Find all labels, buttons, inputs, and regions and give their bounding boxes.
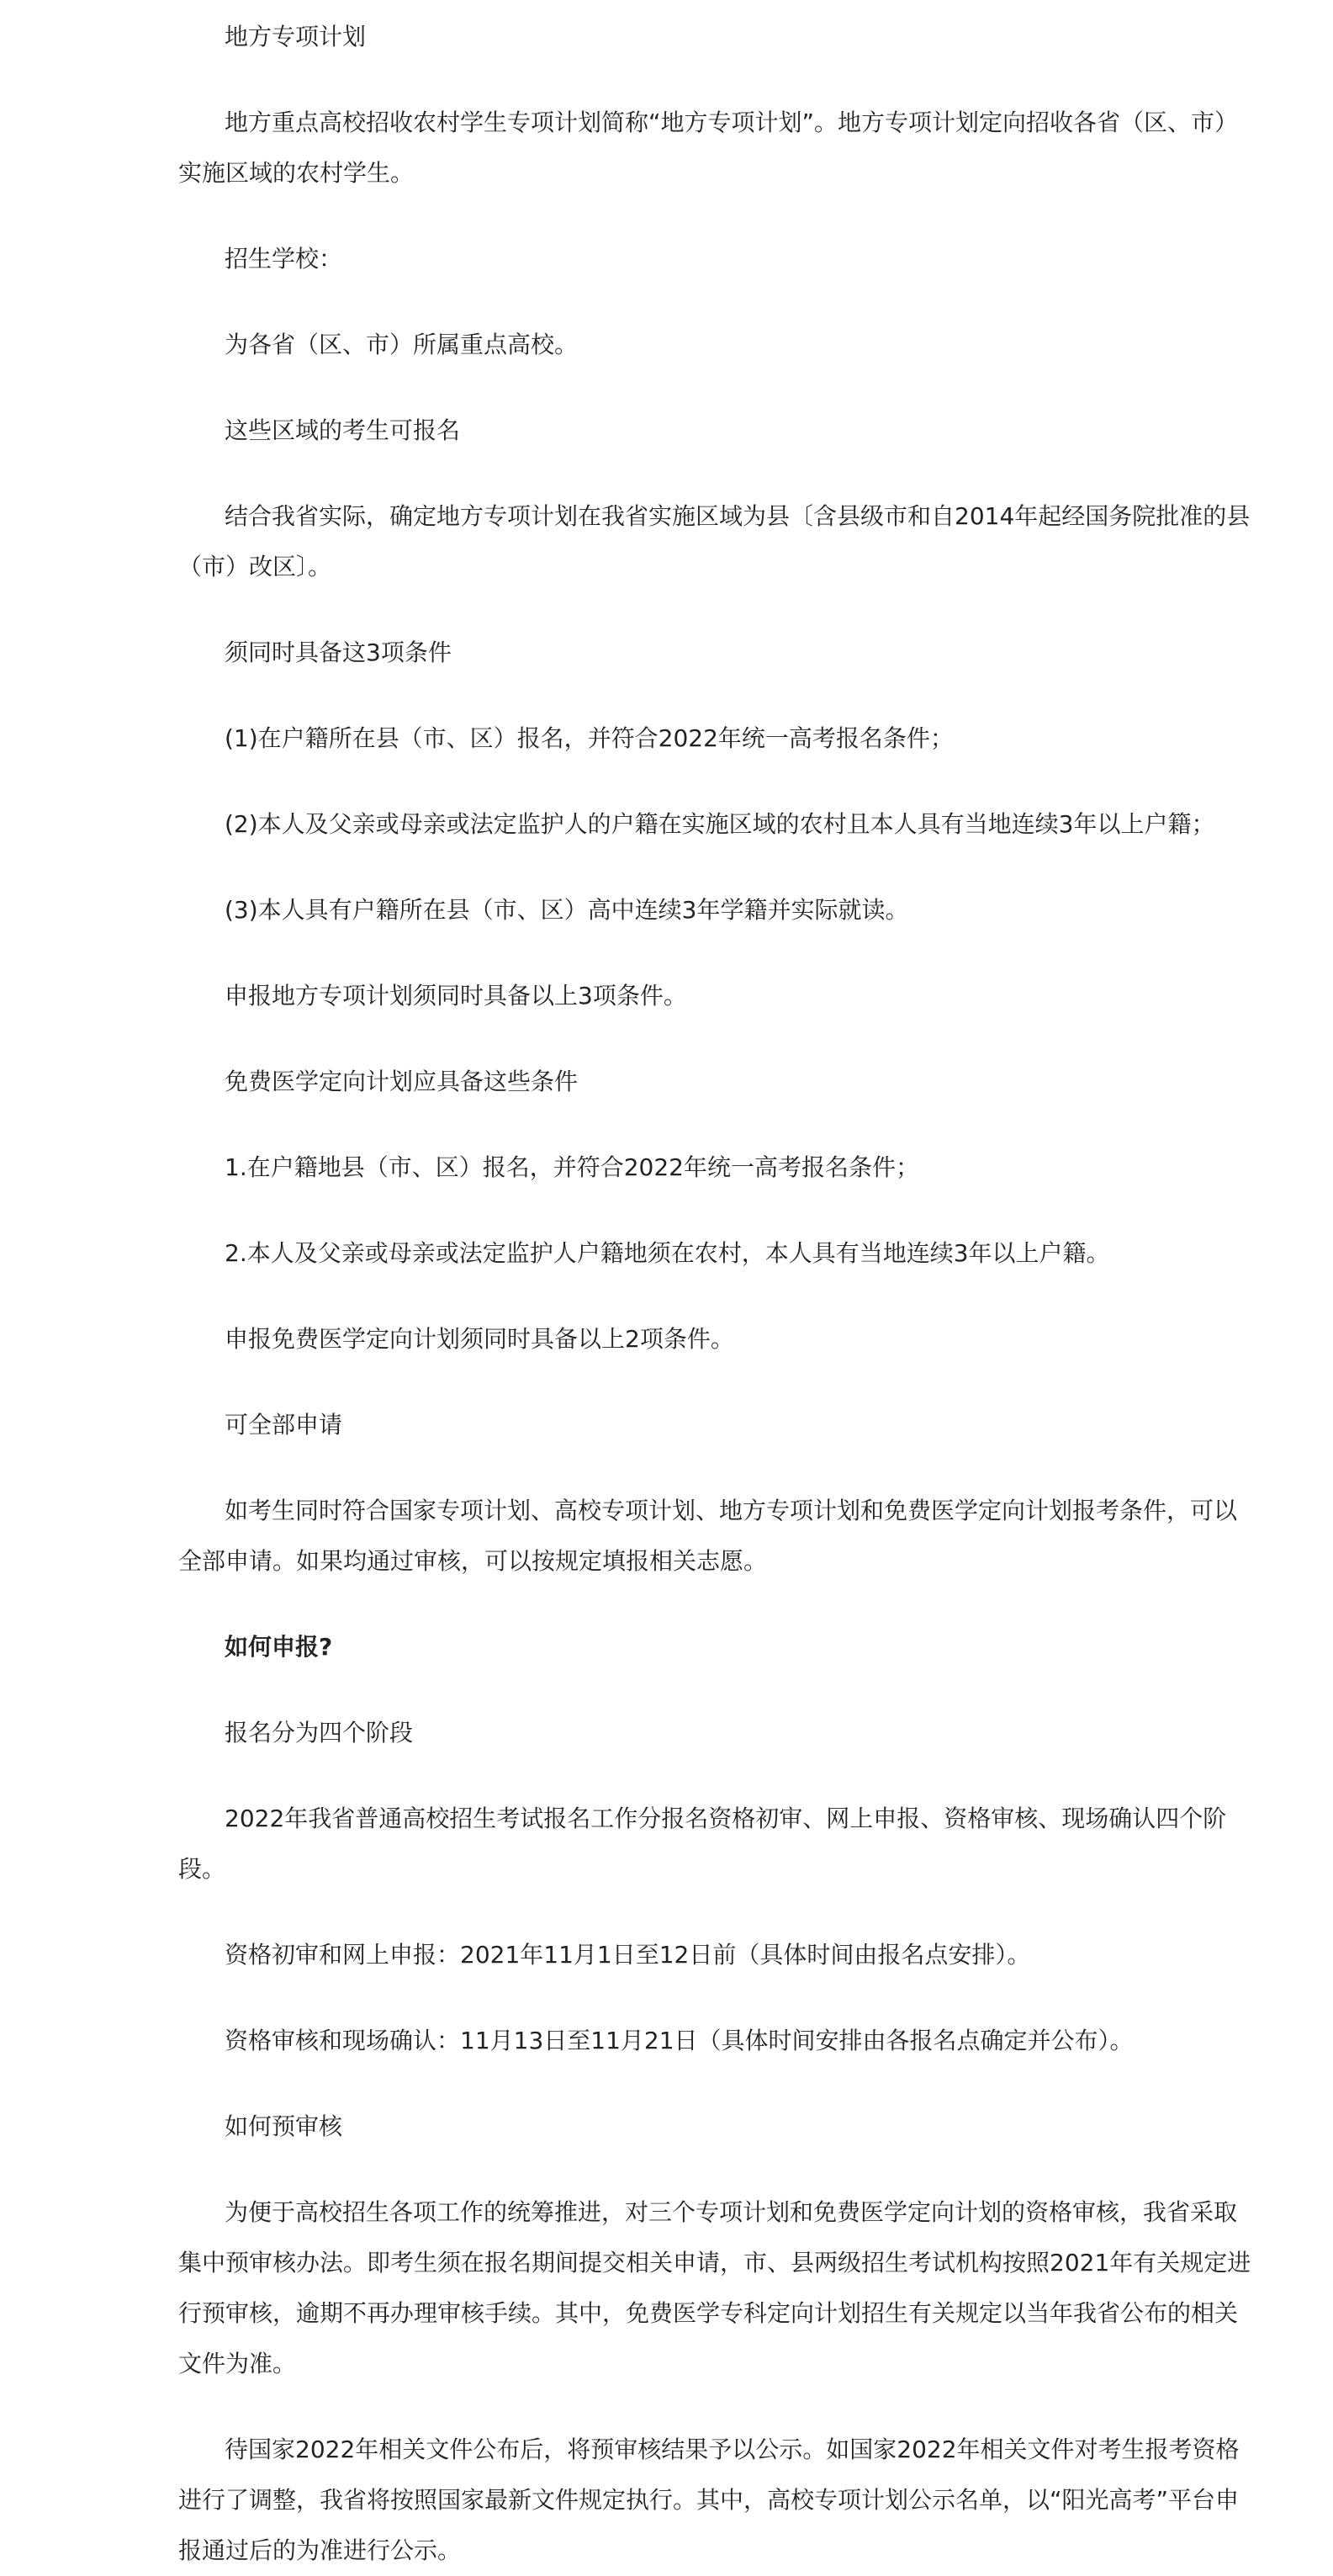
- medical-condition-item-2: 2.本人及父亲或母亲或法定监护人户籍地须在农村，本人具有当地连续3年以上户籍。: [225, 1239, 1110, 1267]
- condition-item-3: (3)本人具有户籍所在县（市、区）高中连续3年学籍并实际就读。: [225, 896, 909, 924]
- paragraph-three-conditions-summary: 申报地方专项计划须同时具备以上3项条件。: [225, 982, 687, 1010]
- paragraph-confirmation-dates: 资格审核和现场确认：11月13日至11月21日（具体时间安排由各报名点确定并公布）。: [225, 2027, 1134, 2054]
- condition-item-1: (1)在户籍所在县（市、区）报名，并符合2022年统一高考报名条件；: [225, 724, 954, 752]
- section-heading-how-to-apply: 如何申报?: [225, 1633, 333, 1661]
- section-heading-local-plan: 地方专项计划: [225, 23, 367, 50]
- paragraph-pre-review: 为便于高校招生各项工作的统筹推进，对三个专项计划和免费医学定向计划的资格审核，我省采取集中预审核办法。即考生须在报名期间提交相关申请，市、县两级招生考试机构按照2021年有关规定进行预审核，逾期不再办理审核手续。其中，免费医学专科定向计划招生有关规定以当年我省公布的相关文件为准。: [178, 2198, 1251, 2377]
- paragraph-publication: 待国家2022年相关文件公布后，将预审核结果予以公示。如国家2022年相关文件对考生报考资格进行了调整，我省将按照国家最新文件规定执行。其中，高校专项计划公示名单，以“阳光高考”平台申报通过后的为准进行公示。: [178, 2436, 1240, 2564]
- section-heading-four-stages: 报名分为四个阶段: [225, 1719, 414, 1746]
- condition-item-2: (2)本人及父亲或母亲或法定监护人的户籍在实施区域的农村且本人具有当地连续3年以上户籍；: [225, 810, 1215, 838]
- paragraph-eligible-regions: 结合我省实际，确定地方专项计划在我省实施区域为县〔含县级市和自2014年起经国务院批准的县（市）改区〕。: [178, 502, 1251, 580]
- paragraph-medical-summary: 申报免费医学定向计划须同时具备以上2项条件。: [225, 1325, 734, 1353]
- article-body: [178, 0, 1251, 2576]
- section-heading-schools: 招生学校：: [225, 245, 343, 273]
- section-heading-eligible-regions: 这些区域的考生可报名: [225, 416, 461, 444]
- medical-condition-item-1: 1.在户籍地县（市、区）报名，并符合2022年统一高考报名条件；: [225, 1153, 919, 1181]
- section-heading-three-conditions: 须同时具备这3项条件: [225, 639, 452, 666]
- section-heading-apply-all: 可全部申请: [225, 1411, 343, 1439]
- paragraph-initial-review-dates: 资格初审和网上申报：2021年11月1日至12日前（具体时间由报名点安排）。: [225, 1941, 1031, 1969]
- section-heading-pre-review: 如何预审核: [225, 2112, 343, 2140]
- paragraph-four-stages: 2022年我省普通高校招生考试报名工作分报名资格初审、网上申报、资格审核、现场确认四个阶段。: [178, 1805, 1227, 1883]
- paragraph-apply-all: 如考生同时符合国家专项计划、高校专项计划、地方专项计划和免费医学定向计划报考条件，可以全部申请。如果均通过审核，可以按规定填报相关志愿。: [178, 1497, 1238, 1575]
- section-heading-medical-plan: 免费医学定向计划应具备这些条件: [225, 1068, 579, 1095]
- paragraph-local-plan-intro: 地方重点高校招收农村学生专项计划简称“地方专项计划”。地方专项计划定向招收各省（区、市）实施区域的农村学生。: [178, 109, 1239, 187]
- paragraph-schools: 为各省（区、市）所属重点高校。: [225, 331, 579, 358]
